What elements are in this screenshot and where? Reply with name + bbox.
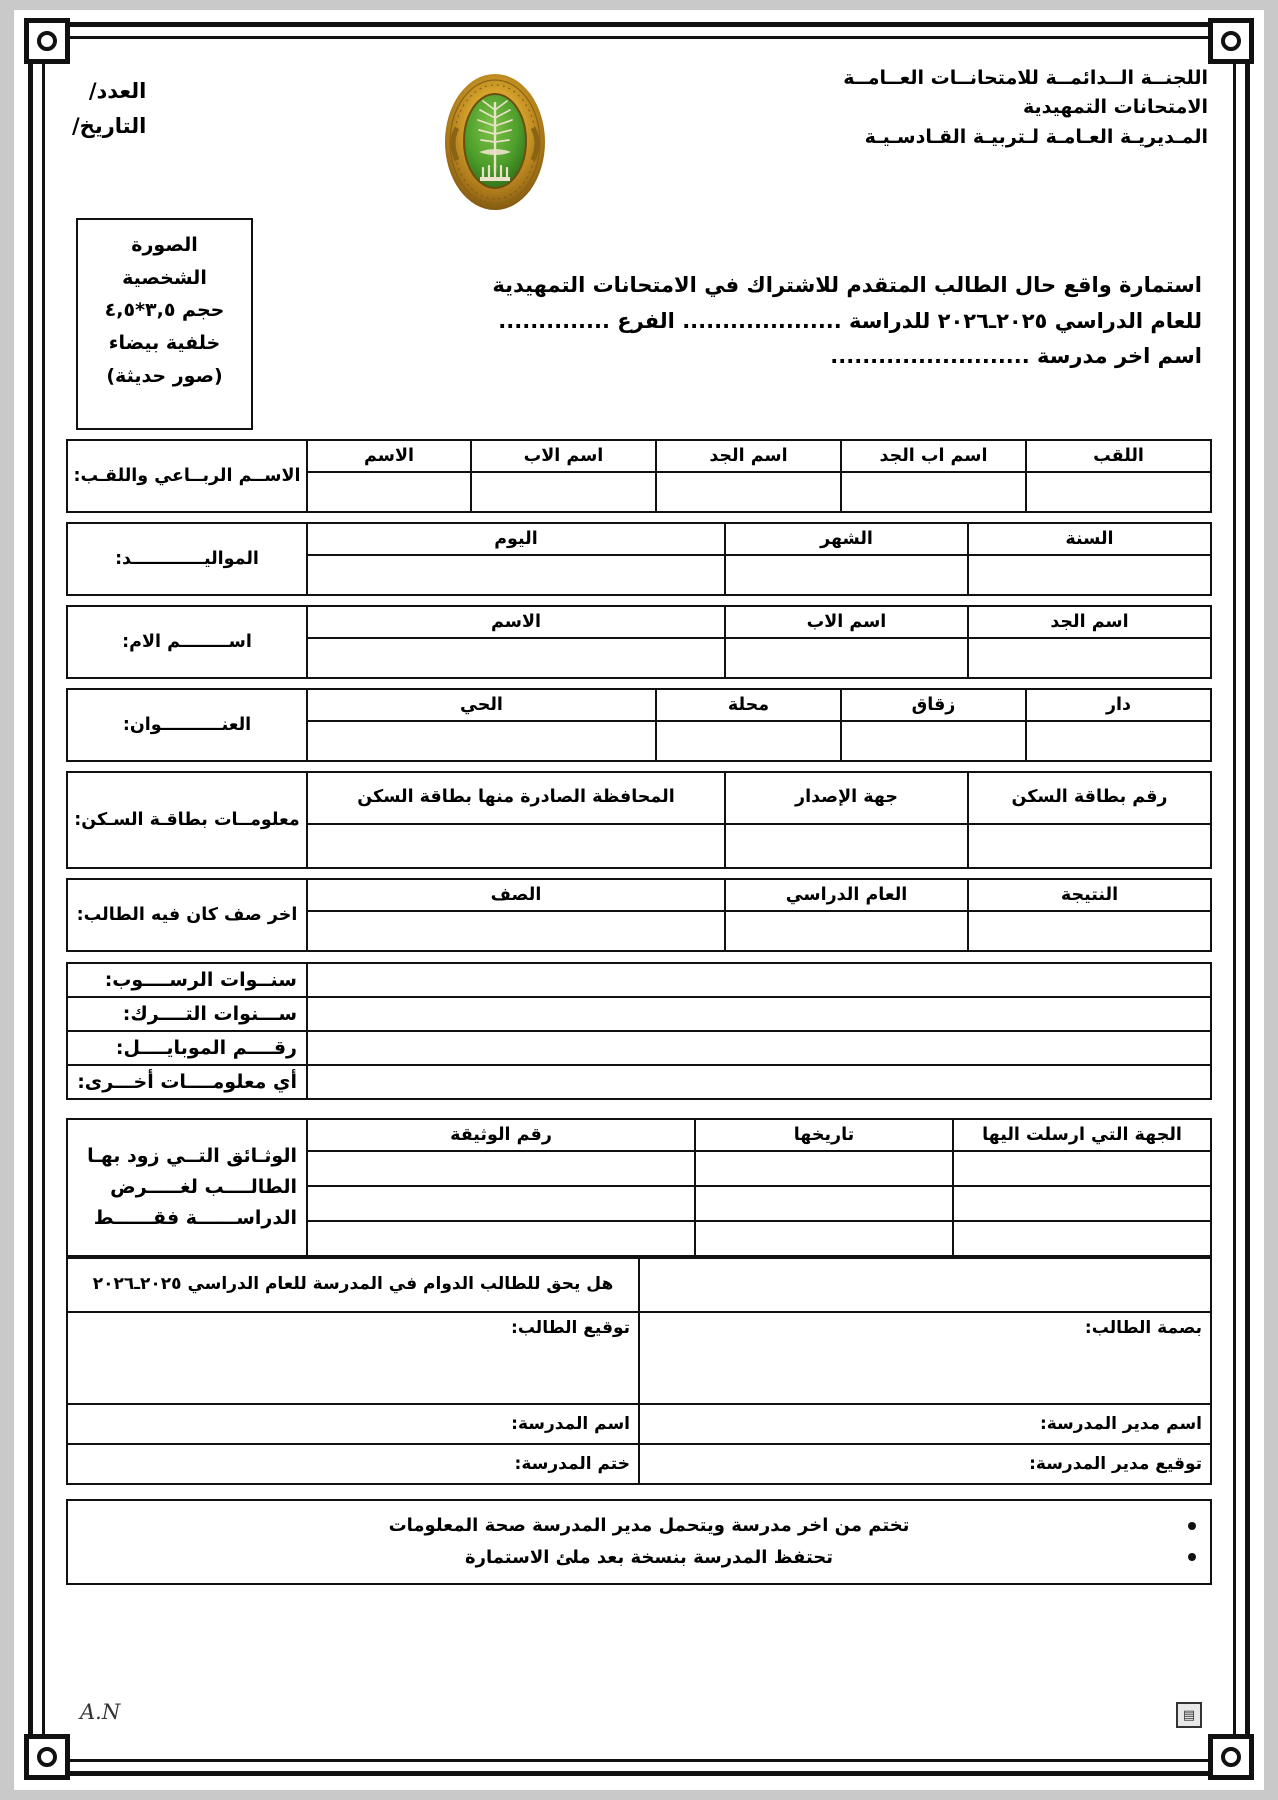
student-signature-cell[interactable]: توقيع الطالب: xyxy=(67,1312,639,1404)
documents-header-number: رقم الوثيقة xyxy=(307,1119,695,1151)
lastclass-header-result: النتيجة xyxy=(968,879,1211,911)
documents-input-sent-to-1[interactable] xyxy=(953,1151,1211,1186)
failure-years-input[interactable] xyxy=(307,963,1211,997)
photo-label-line-3: حجم ٣,٥*٤,٥ xyxy=(104,299,225,322)
photo-label-line-4: خلفية بيضاء xyxy=(108,332,221,355)
lastclass-input-result[interactable] xyxy=(968,911,1211,951)
address-input-quarter[interactable] xyxy=(656,721,841,761)
corner-ornament-bottom-right xyxy=(1208,1734,1254,1780)
housing-input-card-number[interactable] xyxy=(968,824,1211,868)
attendance-answer-input[interactable] xyxy=(639,1258,1211,1312)
fullname-header-great-grandfather: اسم اب الجد xyxy=(841,440,1026,472)
emblem-container xyxy=(431,64,559,216)
address-header-quarter: محلة xyxy=(656,689,841,721)
form-title-block xyxy=(253,210,1212,375)
housing-header-issuer: جهة الإصدار xyxy=(725,772,968,824)
table-row xyxy=(67,523,1211,555)
iraq-ministry-of-education-emblem-icon xyxy=(431,68,559,216)
table-row xyxy=(67,1444,1211,1484)
housing-header-governorate: المحافظة الصادرة منها بطاقة السكن xyxy=(307,772,725,824)
table-row xyxy=(67,997,1211,1031)
documents-section xyxy=(66,1118,1212,1257)
mother-name-section xyxy=(66,605,1212,679)
mother-header-father: اسم الاب xyxy=(725,606,968,638)
documents-label-line-2: الطالــــب لغـــــرض xyxy=(110,1176,297,1199)
form-title-line-3: اسم اخر مدرسة ......................... xyxy=(830,344,1202,369)
address-input-house[interactable] xyxy=(1026,721,1211,761)
documents-label-line-3: الدراســــــة فقــــــط xyxy=(93,1206,297,1229)
title-and-photo-row xyxy=(66,210,1212,430)
birth-input-year[interactable] xyxy=(968,555,1211,595)
birthdate-section xyxy=(66,522,1212,596)
table-row xyxy=(67,1312,1211,1404)
birthdate-row-label: المواليــــــــــــد: xyxy=(67,523,307,595)
fullname-section xyxy=(66,439,1212,513)
address-row-label: العنــــــــــوان: xyxy=(67,689,307,761)
mother-input-father[interactable] xyxy=(725,638,968,678)
note-item-2 xyxy=(82,1542,1196,1574)
corner-ornament-top-right xyxy=(1208,18,1254,64)
last-class-section xyxy=(66,878,1212,952)
table-row xyxy=(67,963,1211,997)
fullname-header-father: اسم الاب xyxy=(471,440,656,472)
form-page xyxy=(14,10,1264,1790)
documents-input-sent-to-2[interactable] xyxy=(953,1186,1211,1221)
housing-input-issuer[interactable] xyxy=(725,824,968,868)
table-row xyxy=(67,1119,1211,1151)
dropout-years-label: ســـنوات التــــرك: xyxy=(67,997,307,1031)
header-titles xyxy=(843,64,1212,152)
documents-input-number-3[interactable] xyxy=(307,1221,695,1256)
fullname-header-firstname: الاسم xyxy=(307,440,471,472)
table-row xyxy=(67,879,1211,911)
school-name-cell[interactable]: اسم المدرسة: xyxy=(67,1404,639,1444)
table-row xyxy=(67,689,1211,721)
table-row xyxy=(67,772,1211,824)
housing-header-card-number: رقم بطاقة السكن xyxy=(968,772,1211,824)
note-item-1 xyxy=(82,1510,1196,1542)
lastclass-header-grade: الصف xyxy=(307,879,725,911)
principal-name-cell[interactable]: اسم مدير المدرسة: xyxy=(639,1404,1211,1444)
documents-input-sent-to-3[interactable] xyxy=(953,1221,1211,1256)
housing-input-governorate[interactable] xyxy=(307,824,725,868)
stamp-icon: ▤ xyxy=(1176,1702,1202,1728)
mobile-number-input[interactable] xyxy=(307,1031,1211,1065)
header-title-line-2: الامتحانات التمهيدية xyxy=(1022,96,1208,119)
documents-input-number-1[interactable] xyxy=(307,1151,695,1186)
birth-input-day[interactable] xyxy=(307,555,725,595)
corner-ornament-bottom-left xyxy=(24,1734,70,1780)
note-text-2: تحتفظ المدرسة بنسخة بعد ملئ الاستمارة xyxy=(464,1546,834,1568)
documents-header-sent-to: الجهة التي ارسلت اليها xyxy=(953,1119,1211,1151)
birth-header-day: اليوم xyxy=(307,523,725,555)
header-title-line-3: المـديريـة العـامـة لـتربيـة القـادسـيـة xyxy=(864,125,1208,148)
address-input-district[interactable] xyxy=(307,721,656,761)
handwritten-initials: A.N xyxy=(80,1700,121,1724)
fullname-input-father[interactable] xyxy=(471,472,656,512)
corner-ornament-top-left xyxy=(24,18,70,64)
form-content xyxy=(66,58,1212,1740)
birth-header-year: السنة xyxy=(968,523,1211,555)
single-line-fields-section xyxy=(66,962,1212,1100)
other-info-label: أي معلومــــات أخـــرى: xyxy=(67,1065,307,1099)
student-fingerprint-cell[interactable]: بصمة الطالب: xyxy=(639,1312,1211,1404)
table-row xyxy=(67,1404,1211,1444)
photo-label-line-1: الصورة xyxy=(131,234,198,256)
table-row xyxy=(67,1031,1211,1065)
birth-input-month[interactable] xyxy=(725,555,968,595)
photo-label-line-5: (صور حديثة) xyxy=(106,364,223,387)
form-title-line-2: للعام الدراسي ٢٠٢٥ـ٢٠٢٦ للدراسة .................... الفرع .............. xyxy=(498,308,1202,333)
documents-input-date-3[interactable] xyxy=(695,1221,953,1256)
documents-header-date: تاريخها xyxy=(695,1119,953,1151)
photo-label-line-2: الشخصية xyxy=(122,266,207,289)
attendance-question-label: هل يحق للطالب الدوام في المدرسة للعام الدراسي ٢٠٢٥ـ٢٠٢٦ xyxy=(67,1258,639,1312)
documents-input-date-1[interactable] xyxy=(695,1151,953,1186)
lastclass-header-academic-year: العام الدراسي xyxy=(725,879,968,911)
fullname-input-surname[interactable] xyxy=(1026,472,1211,512)
documents-input-date-2[interactable] xyxy=(695,1186,953,1221)
form-title-line-1: استمارة واقع حال الطالب المتقدم للاشتراك في الامتحانات التمهيدية xyxy=(492,273,1202,297)
fullname-header-grandfather: اسم الجد xyxy=(656,440,841,472)
reference-fields xyxy=(66,64,146,143)
housing-card-section xyxy=(66,771,1212,869)
fullname-input-great-grandfather[interactable] xyxy=(841,472,1026,512)
mother-header-firstname: الاسم xyxy=(307,606,725,638)
documents-row-label xyxy=(67,1119,307,1256)
fullname-input-grandfather[interactable] xyxy=(656,472,841,512)
address-section xyxy=(66,688,1212,762)
dropout-years-input[interactable] xyxy=(307,997,1211,1031)
address-header-alley: زقاق xyxy=(841,689,1026,721)
mobile-number-label: رقــــم الموبايــــل: xyxy=(67,1031,307,1065)
address-header-house: دار xyxy=(1026,689,1211,721)
note-text-1: تختم من اخر مدرسة ويتحمل مدير المدرسة صحة المعلومات xyxy=(388,1515,910,1536)
notes-section xyxy=(66,1499,1212,1585)
address-header-district: الحي xyxy=(307,689,656,721)
birth-header-month: الشهر xyxy=(725,523,968,555)
failure-years-label: سنــوات الرســــوب: xyxy=(67,963,307,997)
documents-input-number-2[interactable] xyxy=(307,1186,695,1221)
reference-number-label: العدد/ xyxy=(88,79,147,103)
header-title-line-1: اللجنــة الــدائمــة للامتحانــات العــامــة xyxy=(843,67,1208,89)
table-row xyxy=(67,440,1211,472)
table-row xyxy=(67,1258,1211,1312)
reference-date-label: التاريخ/ xyxy=(72,113,147,138)
table-row xyxy=(67,1065,1211,1099)
attendance-and-signature-section xyxy=(66,1257,1212,1485)
last-class-row-label: اخر صف كان فيه الطالب: xyxy=(67,879,307,951)
housing-card-row-label: معلومــات بطاقـة السـكن: xyxy=(67,772,307,868)
form-header xyxy=(66,58,1212,216)
bullet-icon xyxy=(1188,1553,1196,1561)
address-input-alley[interactable] xyxy=(841,721,1026,761)
fullname-header-surname: اللقب xyxy=(1026,440,1211,472)
mother-input-grandfather[interactable] xyxy=(968,638,1211,678)
school-stamp-cell[interactable]: ختم المدرسة: xyxy=(67,1444,639,1484)
photo-placeholder-box xyxy=(76,218,253,430)
mother-header-grandfather: اسم الجد xyxy=(968,606,1211,638)
other-info-input[interactable] xyxy=(307,1065,1211,1099)
mother-name-row-label: اســــــــم الام: xyxy=(67,606,307,678)
principal-signature-cell[interactable]: توقيع مدير المدرسة: xyxy=(639,1444,1211,1484)
lastclass-input-grade[interactable] xyxy=(307,911,725,951)
fullname-row-label: الاســم الربــاعي واللقـب: xyxy=(67,440,307,512)
fullname-input-firstname[interactable] xyxy=(307,472,471,512)
lastclass-input-academic-year[interactable] xyxy=(725,911,968,951)
documents-label-line-1: الوثـائق التــي زود بهـا xyxy=(87,1145,297,1168)
mother-input-firstname[interactable] xyxy=(307,638,725,678)
table-row xyxy=(67,606,1211,638)
bullet-icon xyxy=(1188,1522,1196,1530)
